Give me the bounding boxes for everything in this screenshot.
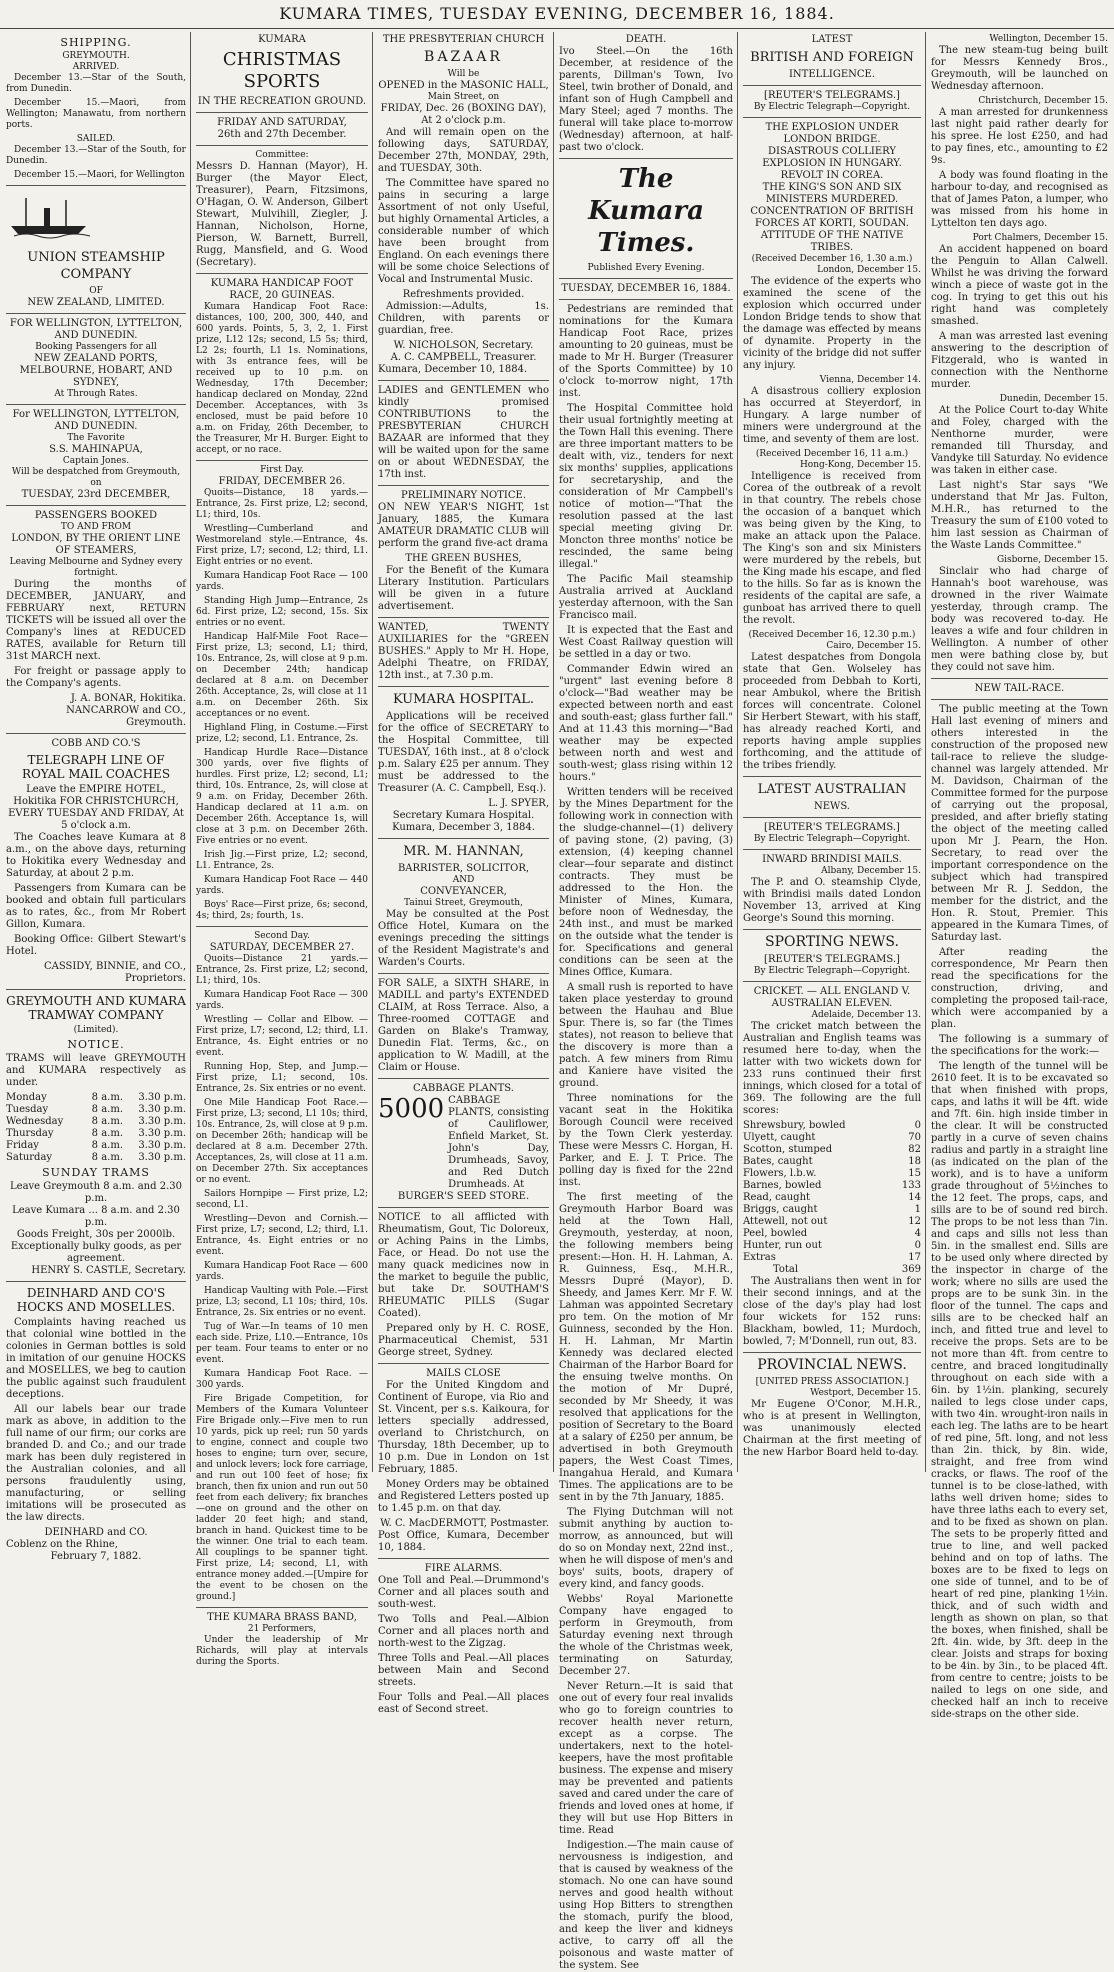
event-item: Quoits—Distance 21 yards.—Entrance, 2s. First prize, L2; second, L1; third, 10s. (196, 954, 368, 986)
event-item: Boys' Race—First prize, 6s; second, 4s; third, 2s; fourth, 1s. (196, 900, 368, 921)
text: After reading the correspondence, Mr Pearn then read the specifications for the construction, driving, and completing the proposed tail-race, which were accompanied by a plan. (931, 947, 1108, 1030)
batsman: Read, caught (743, 1192, 811, 1203)
news-paragraph: Commander Edwin wired an "urgent" last evening before 8 o'clock—"Bad weather may be expected between north and east and south-east; glass further fall." And at 11.43 this morning—"Bad weather may be expected between north and west and south-west; glass rising within 12 hours." (559, 664, 733, 783)
text: CABBAGE PLANTS, consisting of Cauliflower, Enfield Market, St. John's Day, Drumheads, Savoy, and Red Dutch Drumheads. At (448, 1095, 549, 1190)
ad-title: MR. M. HANNAN, (403, 844, 524, 859)
newspaper-title: The Kumara Times. (588, 164, 704, 258)
text: And will remain open on the following days, SATURDAY, December 27th, MONDAY, 29th, and TUESDAY, 30th. (378, 127, 549, 174)
text: EVERY TUESDAY AND FRIDAY, At 5 o'clock a.m. (8, 808, 184, 831)
signature: HENRY S. CASTLE, Secretary. (31, 1265, 186, 1276)
timetable-cell: 8 a.m. (91, 1104, 124, 1115)
text: (Received December 16, 1.30 a.m.) (751, 254, 913, 264)
heading: Committee: (255, 150, 309, 160)
news-paragraph: The first meeting of the Greymouth Harbor Board was held at the Town Hall, Greymouth, yesterday, at noon, the following members being present:—Hon. H. H. Lahman, A. R. Guinness, Esq., M.H.R., Messrs Dupré (Mayor), D. Sheedy, and James Kerr. Mr F. W. Lahman was appointed Secretary pro tem. On the motion of Mr Guinness, seconded by the Hon. H. H. Lahman, Mr Martin Kennedy was declared elected Chairman of the Harbor Board for the ensuing twelve months. On the motion of Mr Dupré, seconded by Mr Sheedy, it was resolved that applications for the position of Secretary to the Board at a salary of £250 per annum, be advertised in both Greymouth papers, the West Coast Times, Inangahua Herald, and Kumara Times. The applications are to be sent in by the 7th January, 1885. (559, 1192, 733, 1503)
text: By Electric Telegraph—Copyright. (753, 102, 911, 112)
scorecard (743, 1120, 921, 1264)
news-paragraph: Webbs' Royal Marionette Company have engaged to perform in Greymouth, from Saturday evening next through the whole of the Christmas week, terminating on Saturday, December 27. (559, 1594, 733, 1677)
timetable-cell: Tuesday (6, 1104, 49, 1115)
heading: THE KUMARA BRASS BAND, (207, 1612, 357, 1623)
text: Sinclair who had charge of Hannah's boot warehouse, was drowned in the river Waimate yesterday, through cramp. The body was recovered to-day. He leaves a wife and four children in Wellington. A number of other men were bathing close by, but they could not save him. (931, 566, 1108, 673)
text: A man arrested for drunkenness last night paid rather dearly for his spree. He lost £250, and had to pay fines, etc., amounting to £2 9s. (931, 107, 1108, 166)
event-item: Kumara Handicap Foot Race — 100 yards. (196, 571, 368, 592)
timetable-cell: 8 a.m. (91, 1128, 124, 1139)
dateline: Wellington, December 15. (989, 34, 1108, 44)
timetable-row (6, 1152, 186, 1164)
text: The Committee have spared no pains in securing a large Assortment of not only Useful, but highly Ornamental Articles, a considerable number of which have been brought from England. On each evenings there will be some choice Selections of Vocal and Instrumental Music. (378, 178, 549, 285)
text: NEW ZEALAND, LIMITED. (27, 297, 165, 308)
text: TUESDAY, 23rd DECEMBER, (21, 489, 171, 500)
text: Admission:—Adults, 1s. Children, with parents or guardian, free. (378, 301, 549, 336)
news-paragraph: The Hospital Committee hold their usual fortnightly meeting at the Town Hall this evening. There are three important matters to be dealt with, viz., tenders for next six months' supplies, applications for secretaryship, and the consideration of Mr Campbell's notice of motion—"That the resolution passed at the last special meeting giving Dr. Moncton three months' notice be rescinded, the same being illegal." (559, 403, 733, 570)
signature: J. A. BONAR, Hokitika. (70, 693, 186, 704)
tram-timetable (6, 1092, 186, 1164)
dateline: Gisborne, December 15. (996, 555, 1108, 565)
text: At Through Rates. (54, 389, 138, 399)
score-row (743, 1168, 921, 1180)
text: Will be despatched from Greymouth, on (11, 467, 181, 488)
text: LADIES and GENTLEMEN who kindly promised CONTRIBUTIONS to the PRESBYTERIAN CHURCH BAZAAR are informed that they will be waited upon for the same on or about WEDNESDAY, the 17th inst. (378, 385, 549, 480)
dateline: Westport, December 15. (810, 1388, 921, 1398)
text: Main Street, on (427, 92, 500, 102)
score-row (743, 1156, 921, 1168)
ad-title: TELEGRAPH LINE OF ROYAL MAIL COACHES (21, 753, 171, 781)
total-label: Total (773, 1264, 799, 1275)
text: LATEST (811, 34, 853, 45)
text: An accident happened on board the Penguin to Allan Calwell. Whilst he was driving the forward winch a piece of waste got in the cog. In trying to get this out his right hand was completely smashed. (931, 244, 1108, 327)
heading: SUNDAY TRAMS (42, 1166, 150, 1179)
text: February 7, 1882. (50, 1551, 142, 1562)
column-rule (372, 32, 373, 1472)
text: The Australians then went in for their second innings, and at the close of the day's play had lost four wickets for 152 runs: Blackham, bowled, 11; Murdoch, bowled, 7; M'Donnell, run out, 83. (743, 1276, 921, 1347)
timetable-cell: 3.30 p.m. (138, 1116, 186, 1127)
masthead: KUMARA TIMES, TUESDAY EVENING, DECEMBER 16, 1884. (0, 0, 1114, 29)
dateline: Hong-Kong, December 15. (799, 460, 921, 470)
heading: FIRE ALARMS. (424, 1563, 503, 1574)
event-item: Kumara Handicap Foot Race — 440 yards. (196, 875, 368, 896)
column-sports (196, 34, 368, 1667)
text: NEW ZEALAND PORTS, MELBOURNE, HOBART, AND SYDNEY, (19, 353, 173, 388)
batsman: Peel, bowled (743, 1228, 808, 1239)
subheading: SAILED. (76, 134, 116, 144)
text: WANTED, TWENTY AUXILIARIES for the "GREEN BUSHES." Apply to Mr H. Hope, Adelphi Theatre, on FRIDAY, 12th inst., at 7.30 p.m. (378, 622, 549, 681)
timetable-cell: 8 a.m. (91, 1116, 124, 1127)
signature: W. NICHOLSON, Secretary. (393, 340, 534, 351)
signature: NANCARROW and CO., Greymouth. (66, 705, 186, 728)
text: Coblenz on the Rhine, (6, 1539, 118, 1550)
ad-title: THE PRESBYTERIAN CHURCH (382, 34, 545, 45)
text: By Electric Telegraph—Copyright. (753, 834, 911, 844)
score-row (743, 1144, 921, 1156)
text: All our labels bear our trade mark as above, in addition to the full name of our firm; our corks are branded D. and Co.; and our trade mark has been duly registered in the Australian colonies, and all persons fraudulently using, manufacturing, or selling imitations will be prosecuted as the law directs. (6, 1404, 186, 1523)
news-paragraph: Written tenders will be received by the Mines Department for the following work in connection with the sludge-channel—(1) delivery of paving stone, (2) paving, (3) extension, (4) keeping channel clear—four separate and distinct contracts. They must be addressed to the Hon. the Minister of Mines, Kumara, before noon of Wednesday, the 24th inst., and must be marked on the outside what the tender is for. Specifications and general conditions can be seen at the Mines Office, Kumara. (559, 787, 733, 978)
score-row (743, 1192, 921, 1204)
event-item: Kumara Handicap Foot Race — 600 yards. (196, 1261, 368, 1282)
text: TRAMS will leave GREYMOUTH and KUMARA respectively as under. (6, 1053, 186, 1088)
dateline: Dunedin, December 15. (999, 394, 1108, 404)
timetable-cell: 3.30 p.m. (138, 1128, 186, 1139)
text: Published Every Evening. (587, 263, 705, 273)
text: The new steam-tug being built for Messrs Kennedy Bros., Greymouth, will be launched on Wednesday afternoon. (931, 45, 1108, 92)
ad-title: UNION STEAMSHIP COMPANY (27, 250, 165, 282)
text: Complaints having reached us that colonial wine bottled in the colonies in German bottles is sold in imitation of our genuine HOCKS and MOSELLES, we beg to caution the public against such fraudulent deceptions. (6, 1317, 186, 1400)
text: Leaving Melbourne and Sydney every fortnight. (9, 557, 183, 578)
signature: CASSIDY, BINNIE, and CO., Proprietors. (43, 961, 186, 984)
scorecard-total (743, 1264, 921, 1276)
text: For the United Kingdom and Continent of Europe, via Rio and St. Vincent, per s.s. Kaikoura, for letters specially addressed, overland to Christchurch, on Thursday, 18th December, up to 10 p.m. Due in London on 1st February, 1885. (378, 1380, 549, 1475)
text: The cricket match between the Australian and English teams was resumed here to-day, when the latter with two wickets down for 233 runs continued their first innings, which closed for a total of 369. The following are the full scores: (743, 1021, 921, 1116)
ad-title: GREYMOUTH AND KUMARA TRAMWAY COMPANY (6, 994, 186, 1022)
column-telegrams (743, 34, 921, 1470)
timetable-cell: 8 a.m. (91, 1092, 124, 1103)
section-title: SHIPPING. (60, 36, 132, 49)
runs: 82 (908, 1144, 921, 1155)
ship-name: S.S. MAHINAPUA, (49, 444, 143, 455)
timetable-row (6, 1104, 186, 1116)
text: (Limited). (73, 1025, 119, 1035)
text: Kumara, December 10, 1884. (378, 364, 528, 375)
event-item: Handicap Vaulting with Pole.—First prize, L3; second, L1 10s; third, 10s. Entrance, 2s. Six entries or no event. (196, 1286, 368, 1318)
news-paragraph: The Flying Dutchman will not submit anything by auction to-morrow, as announced, but will do so on Monday next, 22nd inst., when he will dispose of men's and boys' suits, boots, drapery of every kind, and fancy goods. (559, 1507, 733, 1590)
timetable-row (6, 1140, 186, 1152)
column-provincial (931, 34, 1108, 1720)
ad-title: DEINHARD AND CO'S HOCKS AND MOSELLES. (16, 1286, 176, 1314)
heading: CABBAGE PLANTS. (413, 1083, 514, 1094)
text: Prepared only by H. C. ROSE, Pharmaceutical Chemist, 531 George street, Sydney. (378, 1323, 549, 1358)
runs: 15 (908, 1168, 921, 1179)
batsman: Hunter, run out (743, 1240, 822, 1251)
steamship-illustration (6, 194, 96, 238)
shipping-entry: December 15.—Maori, for Wellington (14, 170, 185, 180)
text: NOTICE to all afflicted with Rheumatism, Gout, Tic Doloreux, or Aching Pains in the Limbs, Face, or Head. Do not use the many quack medicines now in the market to beguile the public, but take Dr. SOUTHAM'S RHEUMATIC PILLS (Sugar Coated). (378, 1212, 549, 1319)
heading: SATURDAY, DECEMBER 27. (209, 942, 355, 953)
text: [REUTER'S TELEGRAMS.] (764, 90, 900, 101)
text: FRIDAY, Dec. 26 (BOXING DAY), At 2 o'clock p.m. (380, 103, 547, 126)
shipping-entry: December 15.—Maori, from Wellington; Manawatu, from northern ports. (6, 98, 186, 130)
headline: CRICKET. — ALL ENGLAND V. AUSTRALIAN ELEVEN. (753, 986, 911, 1009)
text: OPENED in the MASONIC HALL, (378, 80, 549, 91)
column-editorial (559, 34, 733, 1971)
text: NEWS. (813, 801, 850, 812)
text: Last night's Star says "We understand that Mr Jas. Fulton, M.H.R., has returned to the Treasury the sum of £100 voted to him last session as Chairman of the Waste Lands Committee." (931, 480, 1108, 551)
section-title: SPORTING NEWS. (765, 934, 899, 950)
section-title: BRITISH AND FOREIGN (750, 50, 914, 65)
batsman: Extras (743, 1252, 776, 1263)
text: Two Tolls and Peal.—Albion Corner and all places north and north-west to the Zigzag. (378, 1614, 549, 1649)
text: TO AND FROM (60, 522, 132, 532)
headline: REVOLT IN COREA. (780, 170, 884, 181)
dateline: Vienna, December 14. (819, 375, 921, 385)
total-value: 369 (901, 1264, 921, 1275)
text: FRIDAY AND SATURDAY, (217, 117, 347, 128)
text: [UNITED PRESS ASSOCIATION.] (755, 1377, 909, 1387)
text: [REUTER'S TELEGRAMS.] (764, 954, 900, 965)
news-paragraph: Pedestrians are reminded that nominations for the Kumara Handicap Foot Race, prizes amounting to 20 guineas, must be made to Mr H. Burger (Treasurer of the Sports Committee) by 10 o'clock to-morrow night, 17th inst. (559, 304, 733, 399)
batsman: Briggs, caught (743, 1204, 818, 1215)
text: A man was arrested last evening answering to the description of Fitzgerald, who is wanted in connection with the Nenthorne murder. (931, 331, 1108, 390)
headline: DISASTROUS COLLIERY EXPLOSION IN HUNGARY. (762, 146, 902, 169)
runs: 0 (914, 1120, 921, 1131)
text: [REUTER'S TELEGRAMS.] (764, 822, 900, 833)
text: Three Tolls and Peal.—All places between Main and Second streets. (378, 1653, 549, 1688)
text: INTELLIGENCE. (788, 69, 876, 80)
text: FOR WELLINGTON, LYTTELTON, AND DUNEDIN. (9, 318, 183, 341)
text: For freight or passage apply to the Company's agents. (6, 666, 186, 689)
text: THE GREEN BUSHES, (405, 553, 522, 564)
runs: 4 (914, 1228, 921, 1239)
text: PASSENGERS BOOKED (34, 510, 158, 521)
text: ON NEW YEAR'S NIGHT, 1st January, 1885, the Kumara AMATEUR DRAMATIC CLUB will perform the grand five-act drama (378, 502, 549, 549)
date: TUESDAY, DECEMBER 16, 1884. (561, 283, 731, 294)
dateline: Cairo, December 15. (826, 641, 921, 651)
news-paragraph: It is expected that the East and West Coast Railway question will be settled in a day or two. (559, 625, 733, 660)
timetable-cell: 3.30 p.m. (138, 1104, 186, 1115)
timetable-cell: Friday (6, 1140, 39, 1151)
text: Under the leadership of Mr Richards, will play at intervals during the Sports. (196, 1635, 368, 1667)
text: A body was found floating in the harbour to-day, and recognised as that of James Paton, a lumper, who was missed from his home in Lyttelton ten days ago. (931, 170, 1108, 229)
score-row (743, 1180, 921, 1192)
headline: NEW TAIL-RACE. (974, 683, 1065, 694)
event-item: Wrestling — Collar and Elbow. — First prize, L7; second, L2; third, L1. Entrance, 4s. Eight entries or no event. (196, 1015, 368, 1058)
text: BARRISTER, SOLICITOR, (397, 863, 530, 874)
timetable-cell: Thursday (6, 1128, 54, 1139)
heading: NOTICE. (67, 1038, 125, 1051)
batsman: Bates, caught (743, 1156, 813, 1167)
text: CONVEYANCER, (420, 886, 507, 897)
batsman: Flowers, l.b.w. (743, 1168, 817, 1179)
timetable-row (6, 1092, 186, 1104)
text: One Toll and Peal.—Drummond's Corner and all places south and south-west. (378, 1575, 549, 1610)
text: FOR SALE, a SIXTH SHARE, in MADILL and party's EXTENDED CLAIM, at Ross Terrace. Also, a Three-roomed COTTAGE and Garden on Blake's Tramway, Dunedin Flat. Terms, &c., on application to W. Madill, at the Claim or House. (378, 978, 549, 1073)
text: For WELLINGTON, LYTTELTON, AND DUNEDIN. (12, 409, 180, 432)
text: May be consulted at the Post Office Hotel, Kumara on the evenings preceding the sittings of the Resident Magistrate's and Warden's Courts. (378, 909, 549, 968)
text: 26th and 27th December. (217, 129, 347, 140)
event-item: Fire Brigade Competition, for Members of the Kumara Volunteer Fire Brigade only.—Five men to run 10 yards, pick up reel; run 50 yards to engine, connect and couple two hoses to engine; turn over, secure, and unlock levers; lock fore carriage, and run out 100 feet of hose; fix branch, then fix union and run out 50 feet from each delivery; fix branches—one on ground and the other on ladder 20 feet high; and stand, branch in hand. Quickest time to be the winner. One trial to each team. All couplings to be spanner tight. First prize, L4; second, L1, with entrance money added.—[Umpire for the event to be chosen on the ground.] (196, 1394, 368, 1602)
event-item: Sailors Hornpipe — First prize, L2; second, L1. (196, 1189, 368, 1210)
ad-title: COBB AND CO.'S (51, 738, 141, 749)
runs: 1 (914, 1204, 921, 1215)
headline: THE KING'S SON AND SIX MINISTERS MURDERED. (762, 182, 902, 205)
signature: W. C. MacDERMOTT, Postmaster. (380, 1518, 549, 1529)
text: By Electric Telegraph—Copyright. (753, 966, 911, 976)
timetable-cell: 3.30 p.m. (138, 1092, 186, 1103)
column-rule (190, 32, 191, 1472)
ad-title: KUMARA HOSPITAL. (392, 692, 535, 707)
text: The P. and O. steamship Clyde, with Brindisi mails dated London November 13, arrived at King George's Sound this morning. (743, 877, 921, 924)
event-item: Kumara Handicap Foot Race — 300 yards. (196, 990, 368, 1011)
timetable-cell: 8 a.m. (91, 1152, 124, 1163)
news-paragraph: Three nominations for the vacant seat in the Hokitika Borough Council were received by the Town Clerk yesterday. These were Messrs C. Horgan, H. Parker, and E. J. T. Price. The polling day is fixed for the 22nd inst. (559, 1093, 733, 1188)
text: The Favorite (67, 433, 125, 443)
text: LONDON, BY THE ORIENT LINE OF STEAMERS, (11, 533, 181, 556)
text: The public meeting at the Town Hall last evening of miners and others interested in the construction of the proposed new tail-race to relieve the sludge-channel was largely attended. Mr M. Davidson, Chairman of the Committee formed for the purpose of carrying out the proposal, presided, and after briefly stating the object of the meeting called upon Mr J. Pearn, the Hon. Secretary, to read over the important correspondence on the subject which had transpired between Mr R. J. Seddon, the member for the district, and the Hon. R. Stout, Premier. This appeared in the Kumara Times, of Saturday last. (931, 704, 1108, 943)
score-row (743, 1216, 921, 1228)
heading: First Day. (260, 465, 304, 475)
text: Exceptionally bulky goods, as per agreement. (10, 1241, 182, 1264)
text: Tainui Street, Greymouth, (404, 898, 523, 908)
text: A disastrous colliery explosion has occurred at Steyerdorf, in Hungary. A large number of miners were underground at the time, and seventy of them are lost. (743, 386, 921, 445)
text: Mr Eugene O'Conor, M.H.R., who is at present in Wellington, was unanimously elected Chairman at the first meeting of the new Harbor Board held to-day. (743, 1399, 921, 1458)
text: Money Orders may be obtained and Registered Letters posted up to 1.45 p.m. on that day. (378, 1479, 549, 1514)
signature: DEINHARD and CO. (44, 1527, 148, 1538)
dateline: Albany, December 15. (821, 866, 921, 876)
event-item: Irish Jig.—First prize, L2; second, L1. Entrance, 2s. (196, 850, 368, 871)
section-title: PROVINCIAL NEWS. (757, 1357, 907, 1373)
score-row (743, 1228, 921, 1240)
text: Intelligence is received from Corea of the outbreak of a revolt in that country. The rebels chose the occasion of a banquet which was being given by the King, to make an attack upon the Palace. The King's son and six Ministers were murdered by the rebels, but the King made his escape, and fled to the hills. So far as is known the residents of the capital are safe, a gunboat has arrived there to quell the revolt. (743, 471, 921, 626)
shipping-entry: December 13.—Star of the South, from Dunedin. (6, 73, 186, 94)
news-paragraph: A small rush is reported to have taken place yesterday to ground between the Hauhau and Blue Spur. There is, so far (the Times states), not reason to believe that the discovery is more than a patch. A few miners from Rimu and Kaniere have visited the ground. (559, 982, 733, 1089)
big-number: 5000 (378, 1094, 445, 1124)
text: During the months of DECEMBER, JANUARY, and FEBRUARY next, RETURN TICKETS will be issued all over the Company's lines at REDUCED RATES, available for Return till 31st MARCH next. (6, 579, 186, 662)
runs: 17 (908, 1252, 921, 1263)
timetable-cell: 3.30 p.m. (138, 1140, 186, 1151)
event-item: Kumara Handicap Foot Race. — 300 yards. (196, 1369, 368, 1390)
section-title: LATEST AUSTRALIAN (757, 782, 907, 797)
event-item: Highland Fling, in Costume.—First prize, L2; second, L1. Entrance, 2s. (196, 723, 368, 744)
timetable-cell: Wednesday (6, 1116, 64, 1127)
column-shipping (6, 34, 186, 1562)
event-item: Wrestling—Devon and Cornish.—First prize, L7; second, L2; third, L1. Entrance, 4s. Eight entries or no event. (196, 1214, 368, 1257)
text: Kumara Handicap Foot Race: distances, 100, 200, 300, 440, and 600 yards. Points, 5, 3, 2, 1. First prize, L12 12s; second, L5 5s; third, L2 2s; fourth, L1 1s. Nominations, with 3s entrance fees, will be received up to 10 p.m. on Wednesday, 17th December; handicap declared on Monday, 22nd December. Acceptances, with 3s enclosed, must be paid before 10 a.m. on Friday, 26th December, to the Treasurer, Mr H. Burger. Eight to accept, or no race. (196, 302, 368, 455)
column-ads (378, 34, 549, 1715)
text: AND (452, 875, 475, 885)
headline: THE EXPLOSION UNDER LONDON BRIDGE. (765, 122, 899, 145)
text: BURGER'S SEED STORE. (397, 1191, 530, 1202)
heading: PRELIMINARY NOTICE. (400, 490, 526, 501)
timetable-cell: Saturday (6, 1152, 53, 1163)
event-item: Handicap Half-Mile Foot Race—First prize, L3; second, L1; third, 10s. Entrance, 2s, will close at 9 p.m. on December 24th; handicap declared at 8 a.m. on December 26th. Acceptance, 2s, will close at 11 a.m. on December 26th. Six acceptances or no event. (196, 632, 368, 719)
heading: Second Day. (254, 931, 310, 941)
text: IN THE RECREATION GROUND. (197, 96, 367, 107)
text: The following is a summary of the specifications for the work:— (931, 1034, 1108, 1057)
score-row (743, 1120, 921, 1132)
score-row (743, 1204, 921, 1216)
text: Ivo Steel.—On the 16th December, at residence of the parents, Dillman's Town, Ivo Steel, twin brother of Donald, and infant son of Hugh Campbell and Mary Steel; aged 7 months. The funeral will take place to-morrow (Wednesday) afternoon, at half-past two o'clock. (559, 46, 733, 153)
text: The Coaches leave Kumara at 8 a.m., on the above days, returning to Hokitika every Wednesday and Saturday, at about 2 p.m. (6, 832, 186, 879)
runs: 14 (908, 1192, 921, 1203)
news-paragraph: The Pacific Mail steamship Australia arrived at Auckland yesterday afternoon, with the San Francisco mail. (559, 574, 733, 621)
signature: L. J. SPYER, (488, 798, 549, 809)
event-item: Handicap Hurdle Race—Distance 300 yards, over five flights of hurdles. First prize, L2; second, L1; third, 10s. Entrance, 2s, will close at 9 a.m. on Friday, December 26th. Handicap declared at 11 a.m. on December 26th. Acceptance 1s, will close at 3 p.m. on December 26th. Five entries or no event. (196, 748, 368, 846)
text: (Received December 16, 12.30 p.m.) (748, 630, 916, 640)
score-row (743, 1252, 921, 1264)
event-item: Standing High Jump—Entrance, 2s 6d. First prize, L2; second, 15s. Six entries or no event. (196, 596, 368, 628)
dateline: London, December 15. (817, 265, 921, 275)
news-paragraph: Indigestion.—The main cause of nervousness is indigestion, and that is caused by weakness of the stomach. No one can have sound nerves and good health without using Hop Bitters to strengthen the stomach, purify the blood, and keep the liver and kidneys active, to carry off all the poisonous and waste matter of the system. See (559, 1840, 733, 1971)
heading: GREYMOUTH. (62, 51, 130, 61)
heading: DEATH. (625, 34, 667, 45)
dateline: Christchurch, December 15. (978, 96, 1108, 106)
heading: FRIDAY, DECEMBER 26. (218, 476, 346, 487)
text: (Received December 16, 11 a.m.) (755, 449, 909, 459)
headline: CONCENTRATION OF BRITISH FORCES AT KORTI, SOUDAN. (750, 206, 914, 229)
timetable-cell: 3.30 p.m. (138, 1152, 186, 1163)
text: Leave the EMPIRE HOTEL, Hokitika FOR CHRISTCHURCH, (13, 784, 179, 807)
signature: A. C. CAMPBELL, Treasurer. (390, 352, 537, 363)
text: Applications will be received for the office of SECRETARY to the Hospital Committee, till TUESDAY, 16th inst., at 8 o'clock p.m. Salary £25 per annum. They must be addressed to the Treasurer (A. C. Campbell, Esq.). (378, 711, 549, 794)
text: Secretary Kumara Hospital. (392, 810, 535, 821)
timetable-row (6, 1128, 186, 1140)
runs: 18 (908, 1156, 921, 1167)
ad-title: BAZAAR (424, 49, 503, 65)
dateline: Port Chalmers, December 15. (972, 233, 1108, 243)
text: Booking Passengers for all (35, 342, 157, 352)
shipping-entry: December 13.—Star of the South, for Dunedin. (6, 145, 186, 166)
text: Four Tolls and Peal.—All places east of Second street. (378, 1692, 549, 1715)
event-item: Wrestling—Cumberland and Westmoreland style.—Entrance, 4s. First prize, L7; second, L2; third, L1. Eight entries or no event. (196, 524, 368, 567)
runs: 133 (901, 1180, 921, 1191)
text: Kumara, December 3, 1884. (392, 822, 535, 833)
text: Messrs D. Hannan (Mayor), H. Burger (the Mayor Elect, Treasurer), Pearn, Fitzsimons, O'Hagan, O. W. Anderson, Gilbert Stewart, Mulvihill, Ziegler, J. Hannan, Nicholson, Horne, Pierson, W. Barnett, Burrell, Rugg, Mansfield, and G. Wood (Secretary). (196, 161, 368, 268)
text: The evidence of the experts who examined the scene of the explosion which occurred under London Bridge tends to show that the damage was effected by means of dynamite. Property in the vicinity of the bridge did not suffer any injury. (743, 276, 921, 371)
event-item: Running Hop, Step, and Jump.—First prize, L1; second, 10s. Entrance, 2s. Six entries or no event. (196, 1062, 368, 1094)
column-rule (925, 32, 926, 1472)
batsman: Barnes, bowled (743, 1180, 822, 1191)
news-paragraph: Never Return.—It is said that one out of every four real invalids who go to foreign countries to recover health never return, except as a corpse. The undertakers, next to the hotel-keepers, have the most profitable business. The expense and misery may be prevented and patients saved and cared under the care of friends and loved ones at home, if they will but use Hop Bitters in time. Read (559, 1681, 733, 1836)
batsman: Scotton, stumped (743, 1144, 833, 1155)
text: Post Office, Kumara, December 10, 1884. (378, 1530, 549, 1553)
column-rule (553, 32, 554, 1472)
batsman: Attewell, not out (743, 1216, 828, 1227)
text: Latest despatches from Dongola state that Gen. Wolseley has proceeded from Debbah to Korti, near Ambukol, where the British forces will concentrate. Colonel Sir Herbert Stewart, with his staff, has already reached Korti, and reports having ample supplies forthcoming, and the attitude of the tribes friendly. (743, 652, 921, 771)
text: 21 Performers, (247, 1624, 317, 1634)
text: Passengers from Kumara can be booked and obtain full particulars as to rates, &c., from Mr Robert Gillon, Kumara. (6, 883, 186, 930)
headline: ATTITUDE OF THE NATIVE TRIBES. (760, 230, 904, 253)
text: OF (89, 286, 103, 296)
subheading: ARRIVED. (72, 62, 120, 72)
score-row (743, 1240, 921, 1252)
dateline: Adelaide, December 13. (811, 1010, 921, 1020)
ad-title: CHRISTMAS SPORTS (222, 49, 342, 92)
score-row (743, 1132, 921, 1144)
text: Booking Office: Gilbert Stewart's Hotel. (6, 934, 186, 957)
event-item: Tug of War.—In teams of 10 men each side. Prize, L10.—Entrance, 10s per team. Four teams to enter or no event. (196, 1322, 368, 1365)
text: Captain Jones. (62, 456, 130, 466)
text: Will be (447, 69, 480, 79)
text: At the Police Court to-day White and Foley, charged with the Nenthorne murder, were remanded till Thursday, and Vandyke till Saturday. No evidence was taken in either case. (931, 405, 1108, 476)
text: KUMARA (258, 34, 306, 45)
runs: 70 (908, 1132, 921, 1143)
text: Leave Greymouth 8 a.m. and 2.30 p.m. (10, 1181, 182, 1204)
text: Refreshments provided. (402, 289, 525, 300)
runs: 0 (914, 1240, 921, 1251)
timetable-cell: 8 a.m. (91, 1140, 124, 1151)
heading: MAILS CLOSE (426, 1368, 501, 1379)
column-rule (737, 32, 738, 1472)
text: The length of the tunnel will be 2610 feet. It is to be excavated so that when finished with props, caps, and laths it will be 4ft. wide and 7ft. 6in. high inside timber in the clear. It will be constructed partly in a curve of seven chains radius and partly in a straight line (as indicated on the plan of the work), and is to have a uniform grade throughout of 5½inches to the 12 feet. The props, caps, and sills are to be of sound red birch. The props to be not less than 7in. and caps and sills not less than 5in. in the smallest end. Sills are to be used only where directed by the inspector in charge of the work; where no sills are used the props are to be sunk 3in. in the floor of the tunnel. The caps and sills are to be checked half an inch, and fitted true and level to receive the props. Sets are to be not more than 4ft. from centre to centre, and braced longitudinally throughout on each side with a 6in. by 1½in. planking, securely nailed to legs close under caps, with two 4in. wrought-iron nails in each leg. The laths are to be heart of red pine, 5ft. long, and not less than 2in. thick, by 8in. wide, straight, and free from wind cracks, or flaws. The roof of the tunnel is to be close-lathed, with laths well driven home; sides to have three laths each to every set, and to be fixed as shown on plan. The sets to be properly fitted and true to line, and well packed behind and on top of laths. The boxes are to be fixed to legs on one side of tunnel, and to be of heart of red pine, planking 1½in. thick, and of such width and length as shown on plan, so that the boxes, when finished, shall be 2ft. 4in. wide, by 3ft. deep in the clear. Joists and straps for boxing to be 4in. by 3in., to be placed 4ft. from centre to centre; joists to be nailed to legs on one side, and checked half an inch to receive side-straps on the other side. (931, 1061, 1108, 1720)
batsman: Shrewsbury, bowled (743, 1120, 846, 1131)
event-item: Quoits—Distance, 18 yards.—Entrance, 2s. First prize, L2; second, L1; third, 10s. (196, 488, 368, 520)
heading: KUMARA HANDICAP FOOT RACE, 20 GUINEAS. (210, 278, 354, 301)
event-item: One Mile Handicap Foot Race.—First prize, L3; second, L1 10s; third, 10s. Entrance, 2s, will close at 9 p.m. on December 26th; handicap will be declared at 8 a.m. December 27th. Acceptances, 2s, will close at 11 a.m. on December 27th. Six acceptances or no event. (196, 1098, 368, 1185)
text: Leave Kumara ... 8 a.m. and 2.30 p.m. (12, 1205, 180, 1228)
batsman: Ulyett, caught (743, 1132, 816, 1143)
runs: 12 (908, 1216, 921, 1227)
text: For the Benefit of the Kumara Literary Institution. Particulars will be given in a future advertisement. (378, 565, 549, 612)
timetable-cell: Monday (6, 1092, 47, 1103)
text: Goods Freight, 30s per 2000lb. (16, 1229, 176, 1240)
timetable-row (6, 1116, 186, 1128)
headline: INWARD BRINDISI MAILS. (762, 854, 902, 865)
